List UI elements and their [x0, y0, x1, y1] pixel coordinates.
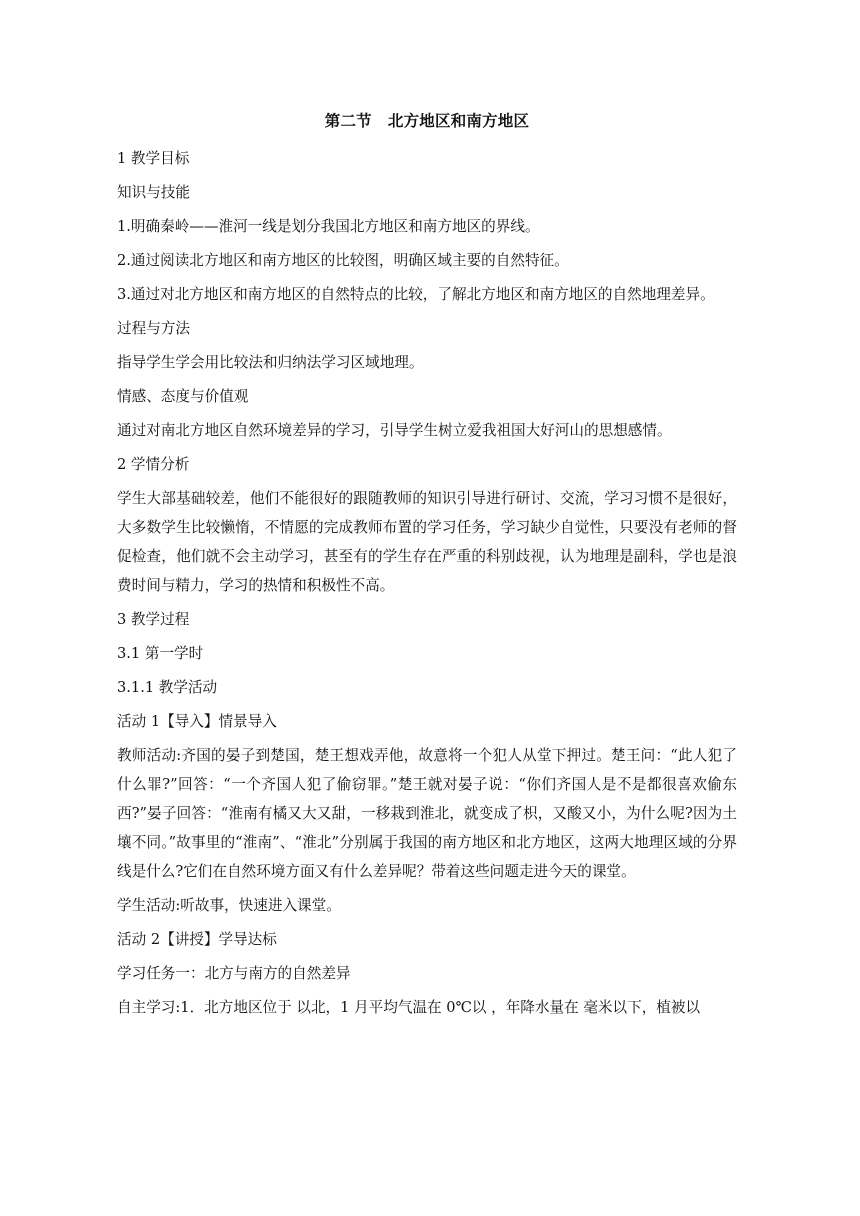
document-page [117, 108, 737, 1027]
emotion-values-text: 通过对南北方地区自然环境差异的学习，引导学生树立爱我祖国大好河山的思想感情。 [117, 422, 672, 439]
process-methods-text: 指导学生学会用比较法和归纳法学习区域地理。 [117, 354, 424, 371]
goal-item-3: 3.通过对北方地区和南方地区的自然特点的比较，了解北方地区和南方地区的自然地理差异。 [117, 286, 715, 303]
teacher-activity-text: 教师活动:齐国的晏子到楚国，楚王想戏弄他，故意将一个犯人从堂下押过。楚王问：“此人犯了什么罪?”回答：“一个齐国人犯了偷窃罪。”楚王就对晏子说：“你们齐国人是不是都很喜欢偷东西?”晏子回答：“淮南有橘又大又甜，一移栽到淮北，就变成了枳，又酸又小，为什么呢?因为土壤不同。”故事里的“淮南”、“淮北”分别属于我国的南方地区和北方地区，这两大地理区域的分界线是什么?它们在自然环境方面又有什么差异呢？带着这些问题走进今天的课堂。 [117, 747, 737, 880]
activity-2-heading: 活动 2【讲授】学导达标 [117, 931, 277, 948]
subheading-process-methods: 过程与方法 [117, 320, 190, 337]
heading-teaching-activities: 3.1.1 教学活动 [117, 679, 218, 696]
subheading-knowledge-skills: 知识与技能 [117, 184, 190, 201]
self-study-text: 自主学习:1．北方地区位于 以北，1 月平均气温在 0℃以 ，年降水量在 毫米以下，植被以 [117, 999, 701, 1016]
student-activity-text: 学生活动:听故事，快速进入课堂。 [117, 897, 341, 914]
learning-task-1: 学习任务一：北方与南方的自然差异 [117, 965, 351, 982]
student-analysis-text: 学生大部基础较差，他们不能很好的跟随教师的知识引导进行研讨、交流，学习习惯不是很好，大多数学生比较懒惰，不情愿的完成教师布置的学习任务，学习缺少自觉性，只要没有老师的督促检查，他们就不会主动学习，甚至有的学生存在严重的科别歧视，认为地理是副科，学也是浪费时间与精力，学习的热情和积极性不高。 [117, 490, 737, 594]
document-title [117, 108, 737, 134]
heading-student-analysis: 2 学情分析 [117, 456, 190, 473]
heading-first-period: 3.1 第一学时 [117, 645, 204, 662]
subheading-emotion-values: 情感、态度与价值观 [117, 388, 249, 405]
heading-teaching-goals: 1 教学目标 [117, 150, 190, 167]
title-section-number: 第二节 [324, 112, 372, 130]
title-section-name: 北方地区和南方地区 [387, 112, 530, 130]
activity-1-heading: 活动 1【导入】情景导入 [117, 713, 277, 730]
goal-item-2: 2.通过阅读北方地区和南方地区的比较图，明确区域主要的自然特征。 [117, 252, 569, 269]
goal-item-1: 1.明确秦岭——淮河一线是划分我国北方地区和南方地区的界线。 [117, 218, 540, 235]
heading-teaching-process: 3 教学过程 [117, 611, 190, 628]
